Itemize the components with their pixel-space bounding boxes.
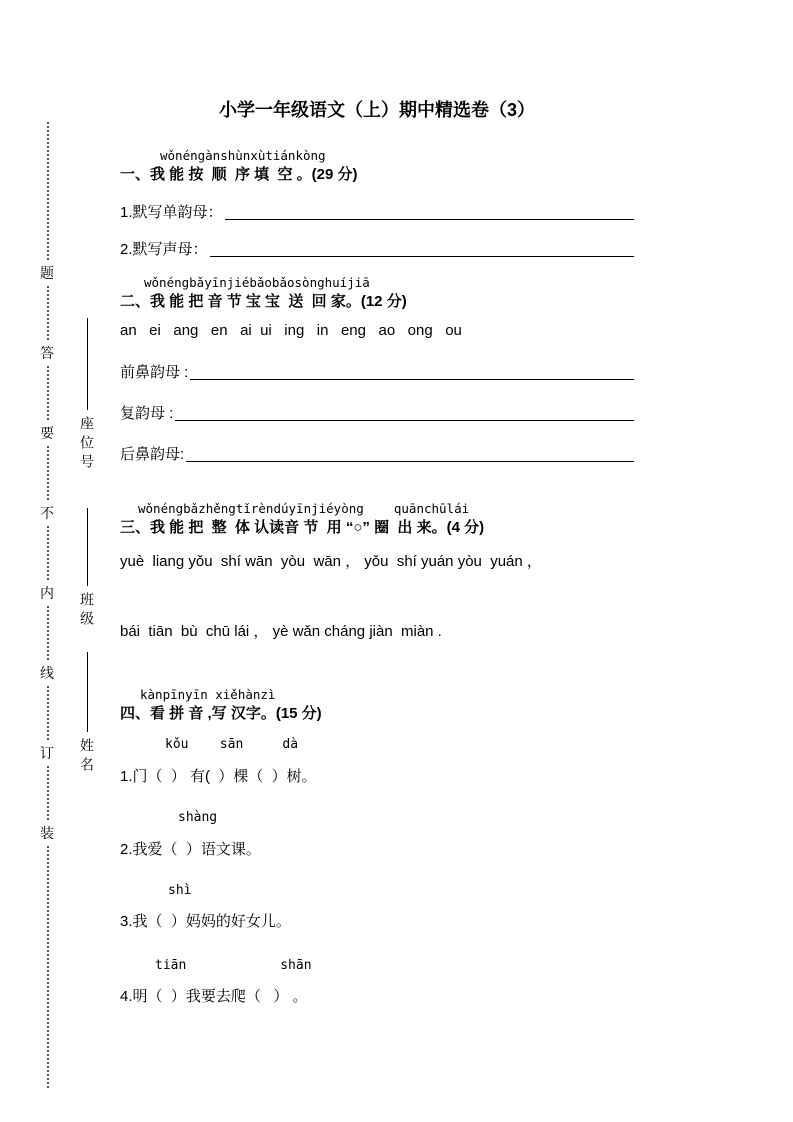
section2-blank-front-nasal — [120, 363, 634, 383]
binding-text-char: 线 — [38, 661, 56, 685]
question-1-text: 1.门（ ） 有( ）棵（ ）树。 — [120, 767, 317, 785]
answer-blank-line — [175, 420, 634, 421]
question-3-text: 3.我（ ）妈妈的好女儿。 — [120, 913, 291, 931]
question-3-pinyin-hint: shì — [168, 882, 192, 898]
binding-text-char: 内 — [38, 581, 56, 605]
blank-label: 前鼻韵母 : — [120, 363, 189, 381]
section3-heading: 三、我 能 把 整 体 认读音 节 用 “○” 圈 出 来。(4 分) — [120, 519, 485, 537]
name-field — [78, 652, 96, 776]
blank-label: 复韵母 : — [120, 404, 174, 422]
section1-pinyin: wǒnéngànshùnxùtiánkòng — [160, 148, 326, 164]
binding-text-char: 订 — [38, 741, 56, 765]
section2-pinyin: wǒnéngbǎyīnjiébǎobǎosònghuíjiā — [144, 275, 370, 291]
section1-heading: 一、我 能 按 顺 序 填 空 。(29 分) — [120, 166, 358, 184]
answer-blank-line — [190, 379, 634, 380]
name-label: 姓名 — [79, 738, 95, 776]
reading-line-1: yuè liang yǒu shí wān yòu wān ， yǒu shí yuán yòu yuán ， — [120, 552, 542, 570]
binding-text-char: 装 — [38, 821, 56, 845]
question-label: 2.默写声母： — [120, 240, 208, 258]
binding-text-char: 要 — [38, 421, 56, 445]
question-4-pinyin-hint: tiān shān — [155, 957, 312, 973]
question-1-pinyin-hint: kǒu sān dà — [165, 737, 299, 753]
class-blank-line — [87, 508, 88, 586]
section2-heading: 二、我 能 把 音 节 宝 宝 送 回 家。(12 分) — [120, 293, 407, 311]
seat-number-blank-line — [87, 318, 88, 410]
section4-heading: 四、看 拼 音 ,写 汉字。(15 分) — [120, 705, 322, 723]
binding-text-char: 题 — [38, 261, 56, 285]
section1-question-2 — [120, 240, 634, 260]
answer-blank-line — [225, 219, 634, 220]
page-title: 小学一年级语文（上）期中精选卷（3） — [218, 100, 535, 120]
seat-number-label: 座位号 — [79, 416, 95, 473]
question-2-pinyin-hint: shàng — [178, 810, 218, 826]
question-2-text: 2.我爱（ ）语文课。 — [120, 840, 261, 858]
syllable-list: an ei ang en ai ui ing in eng ao ong ou — [120, 322, 462, 340]
section2-blank-compound — [120, 404, 634, 424]
section2-blank-back-nasal — [120, 445, 634, 465]
answer-blank-line — [210, 256, 634, 257]
answer-blank-line — [186, 461, 634, 462]
class-field — [78, 508, 96, 630]
question-4-text: 4.明（ ）我要去爬（ ） 。 — [120, 988, 308, 1006]
section3-pinyin: wǒnéngbǎzhěngtǐrèndúyīnjiéyòng quānchūlái — [138, 501, 470, 517]
blank-label: 后鼻韵母: — [120, 446, 185, 464]
section4-pinyin: kànpīnyīn xiěhànzì — [140, 687, 276, 703]
binding-text-char: 答 — [38, 341, 56, 365]
section1-question-1 — [120, 203, 634, 223]
reading-line-2: bái tiān bù chū lái ， yè wǎn cháng jiàn miàn . — [120, 622, 442, 640]
name-blank-line — [87, 652, 88, 732]
class-label: 班级 — [79, 592, 95, 630]
seat-number-field — [78, 318, 96, 473]
binding-text-char: 不 — [38, 501, 56, 525]
exam-content — [120, 98, 634, 1007]
question-label: 1.默写单韵母： — [120, 203, 223, 221]
